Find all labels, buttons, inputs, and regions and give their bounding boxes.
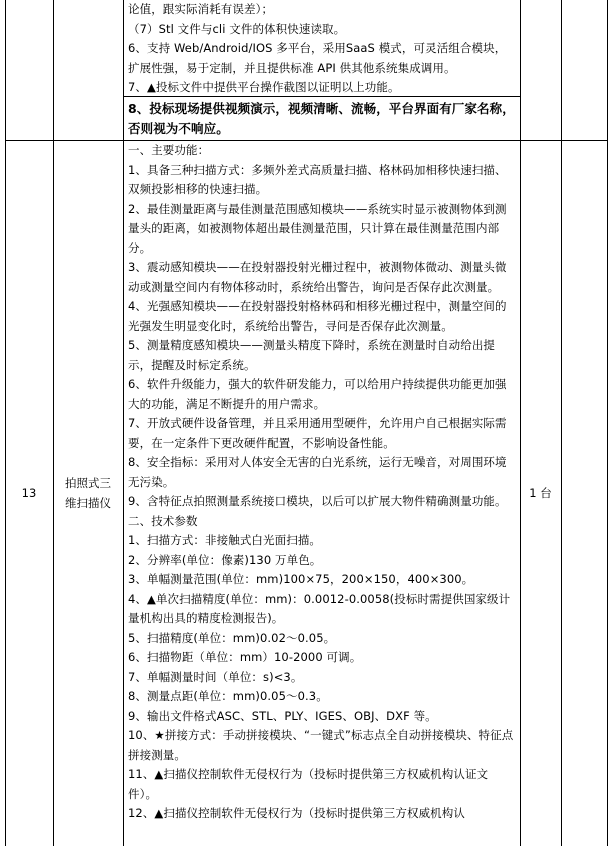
item-spec-block bbox=[128, 141, 516, 824]
item-quantity bbox=[520, 141, 561, 846]
column-divider-name bbox=[123, 0, 124, 846]
row-index-label: 13 bbox=[21, 485, 37, 500]
spec-line: 12、▲扫描仪控制软件无侵权行为（投标时提供第三方权威机构认 bbox=[128, 806, 465, 820]
spec-line: 5、测量精度感知模块——测量头精度下降时，系统在测量时自动给出提示，提醒及时标定系统。 bbox=[128, 338, 496, 372]
spec-line: 2、最佳测量距离与最佳测量范围感知模块——系统实时显示被测物体到测量头的距离，如被测物体超出最佳测量范围，只计算在最佳测量范围内部分。 bbox=[128, 201, 507, 255]
spec-line: 4、▲单次扫描精度(单位：mm)：0.0012-0.0058(投标时需提供国家级计量机构出具的精度检测报告)。 bbox=[128, 591, 511, 625]
column-divider-index bbox=[53, 0, 54, 846]
continued-line: （7）Stl 文件与cli 文件的体积快速读取。 bbox=[128, 21, 346, 36]
continued-line: 6、支持 Web/Android/IOS 多平台，采用SaaS 模式，可灵活组合模块，扩展性强，易于定制，并且提供标准 API 供其他系统集成调用。 bbox=[128, 41, 507, 75]
spec-line: 6、扫描物距（单位：mm）10-2000 可调。 bbox=[128, 650, 362, 664]
video-demo-note: 8、投标现场提供视频演示，视频清晰、流畅，平台界面有厂家名称，否则视为不响应。 bbox=[128, 101, 515, 136]
spec-line: 10、★拼接方式：手动拼接模块、“一键式”标志点全自动拼接模块、特征点拼接测量。 bbox=[128, 728, 514, 762]
spec-line: 1、具备三种扫描方式：多频外差式高质量扫描、格林码加相移快速扫描、双频投影相移的快速扫描。 bbox=[128, 162, 507, 196]
continued-line: 论值，跟实际消耗有误差）； bbox=[128, 2, 274, 16]
spec-table bbox=[5, 0, 608, 846]
item-name bbox=[60, 141, 116, 846]
spec-line: 4、光强感知模块——在投射器投射格林码和相移光栅过程中，测量空间的光强发生明显变化时，系统给出警告，寻问是否保存此次测量。 bbox=[128, 299, 507, 333]
spec-line: 二、技术参数 bbox=[128, 513, 198, 528]
spec-line: 9、含特征点拍照测量系统接口模块，以后可以扩展大物件精确测量功能。 bbox=[128, 494, 507, 508]
row-index bbox=[5, 141, 53, 846]
spec-line: 8、测量点距(单位：mm)0.05～0.3。 bbox=[128, 689, 328, 703]
spec-line: 3、震动感知模块——在投射器投射光栅过程中，被测物体微动、测量头微动或测量空间内有物体移动时，系统给出警告，询问是否保存此次测量。 bbox=[128, 260, 507, 294]
spec-line: 7、单幅测量时间（单位：s)<3。 bbox=[128, 669, 303, 684]
spec-line: 6、软件升级能力，强大的软件研发能力，可以给用户持续提供功能更加强大的功能，满足不断提升的用户需求。 bbox=[128, 377, 507, 411]
continued-line: 7、▲投标文件中提供平台操作截图以证明以上功能。 bbox=[128, 80, 400, 94]
spec-line: 3、单幅测量范围(单位：mm)100×75，200×150，400×300。 bbox=[128, 572, 474, 586]
spec-line: 2、分辨率(单位：像素)130 万单色。 bbox=[128, 552, 322, 567]
spec-line: 7、开放式硬件设备管理，并且采用通用型硬件，允许用户自己根据实际需要，在一定条件下更改硬件配置，不影响设备性能。 bbox=[128, 416, 507, 450]
spec-line: 8、安全指标：采用对人体安全无害的白光系统，运行无噪音，对周围环境无污染。 bbox=[128, 455, 507, 489]
spec-line: 5、扫描精度(单位：mm)0.02～0.05。 bbox=[128, 630, 336, 645]
table-border-right bbox=[607, 0, 608, 846]
spec-line: 11、▲扫描仪控制软件无侵权行为（投标时提供第三方权威机构认证文件）。 bbox=[128, 767, 489, 801]
spec-line: 一、主要功能： bbox=[128, 143, 210, 157]
continued-spec-block bbox=[128, 0, 516, 98]
spec-line: 1、扫描方式：非接触式白光面扫描。 bbox=[128, 533, 322, 547]
column-divider-quantity bbox=[561, 0, 562, 846]
spec-line: 9、输出文件格式ASC、STL、PLY、IGES、OBJ、DXF 等。 bbox=[128, 708, 437, 723]
item-quantity-label: 1 台 bbox=[529, 485, 552, 500]
item-name-label: 拍照式三维扫描仪 bbox=[65, 476, 111, 510]
